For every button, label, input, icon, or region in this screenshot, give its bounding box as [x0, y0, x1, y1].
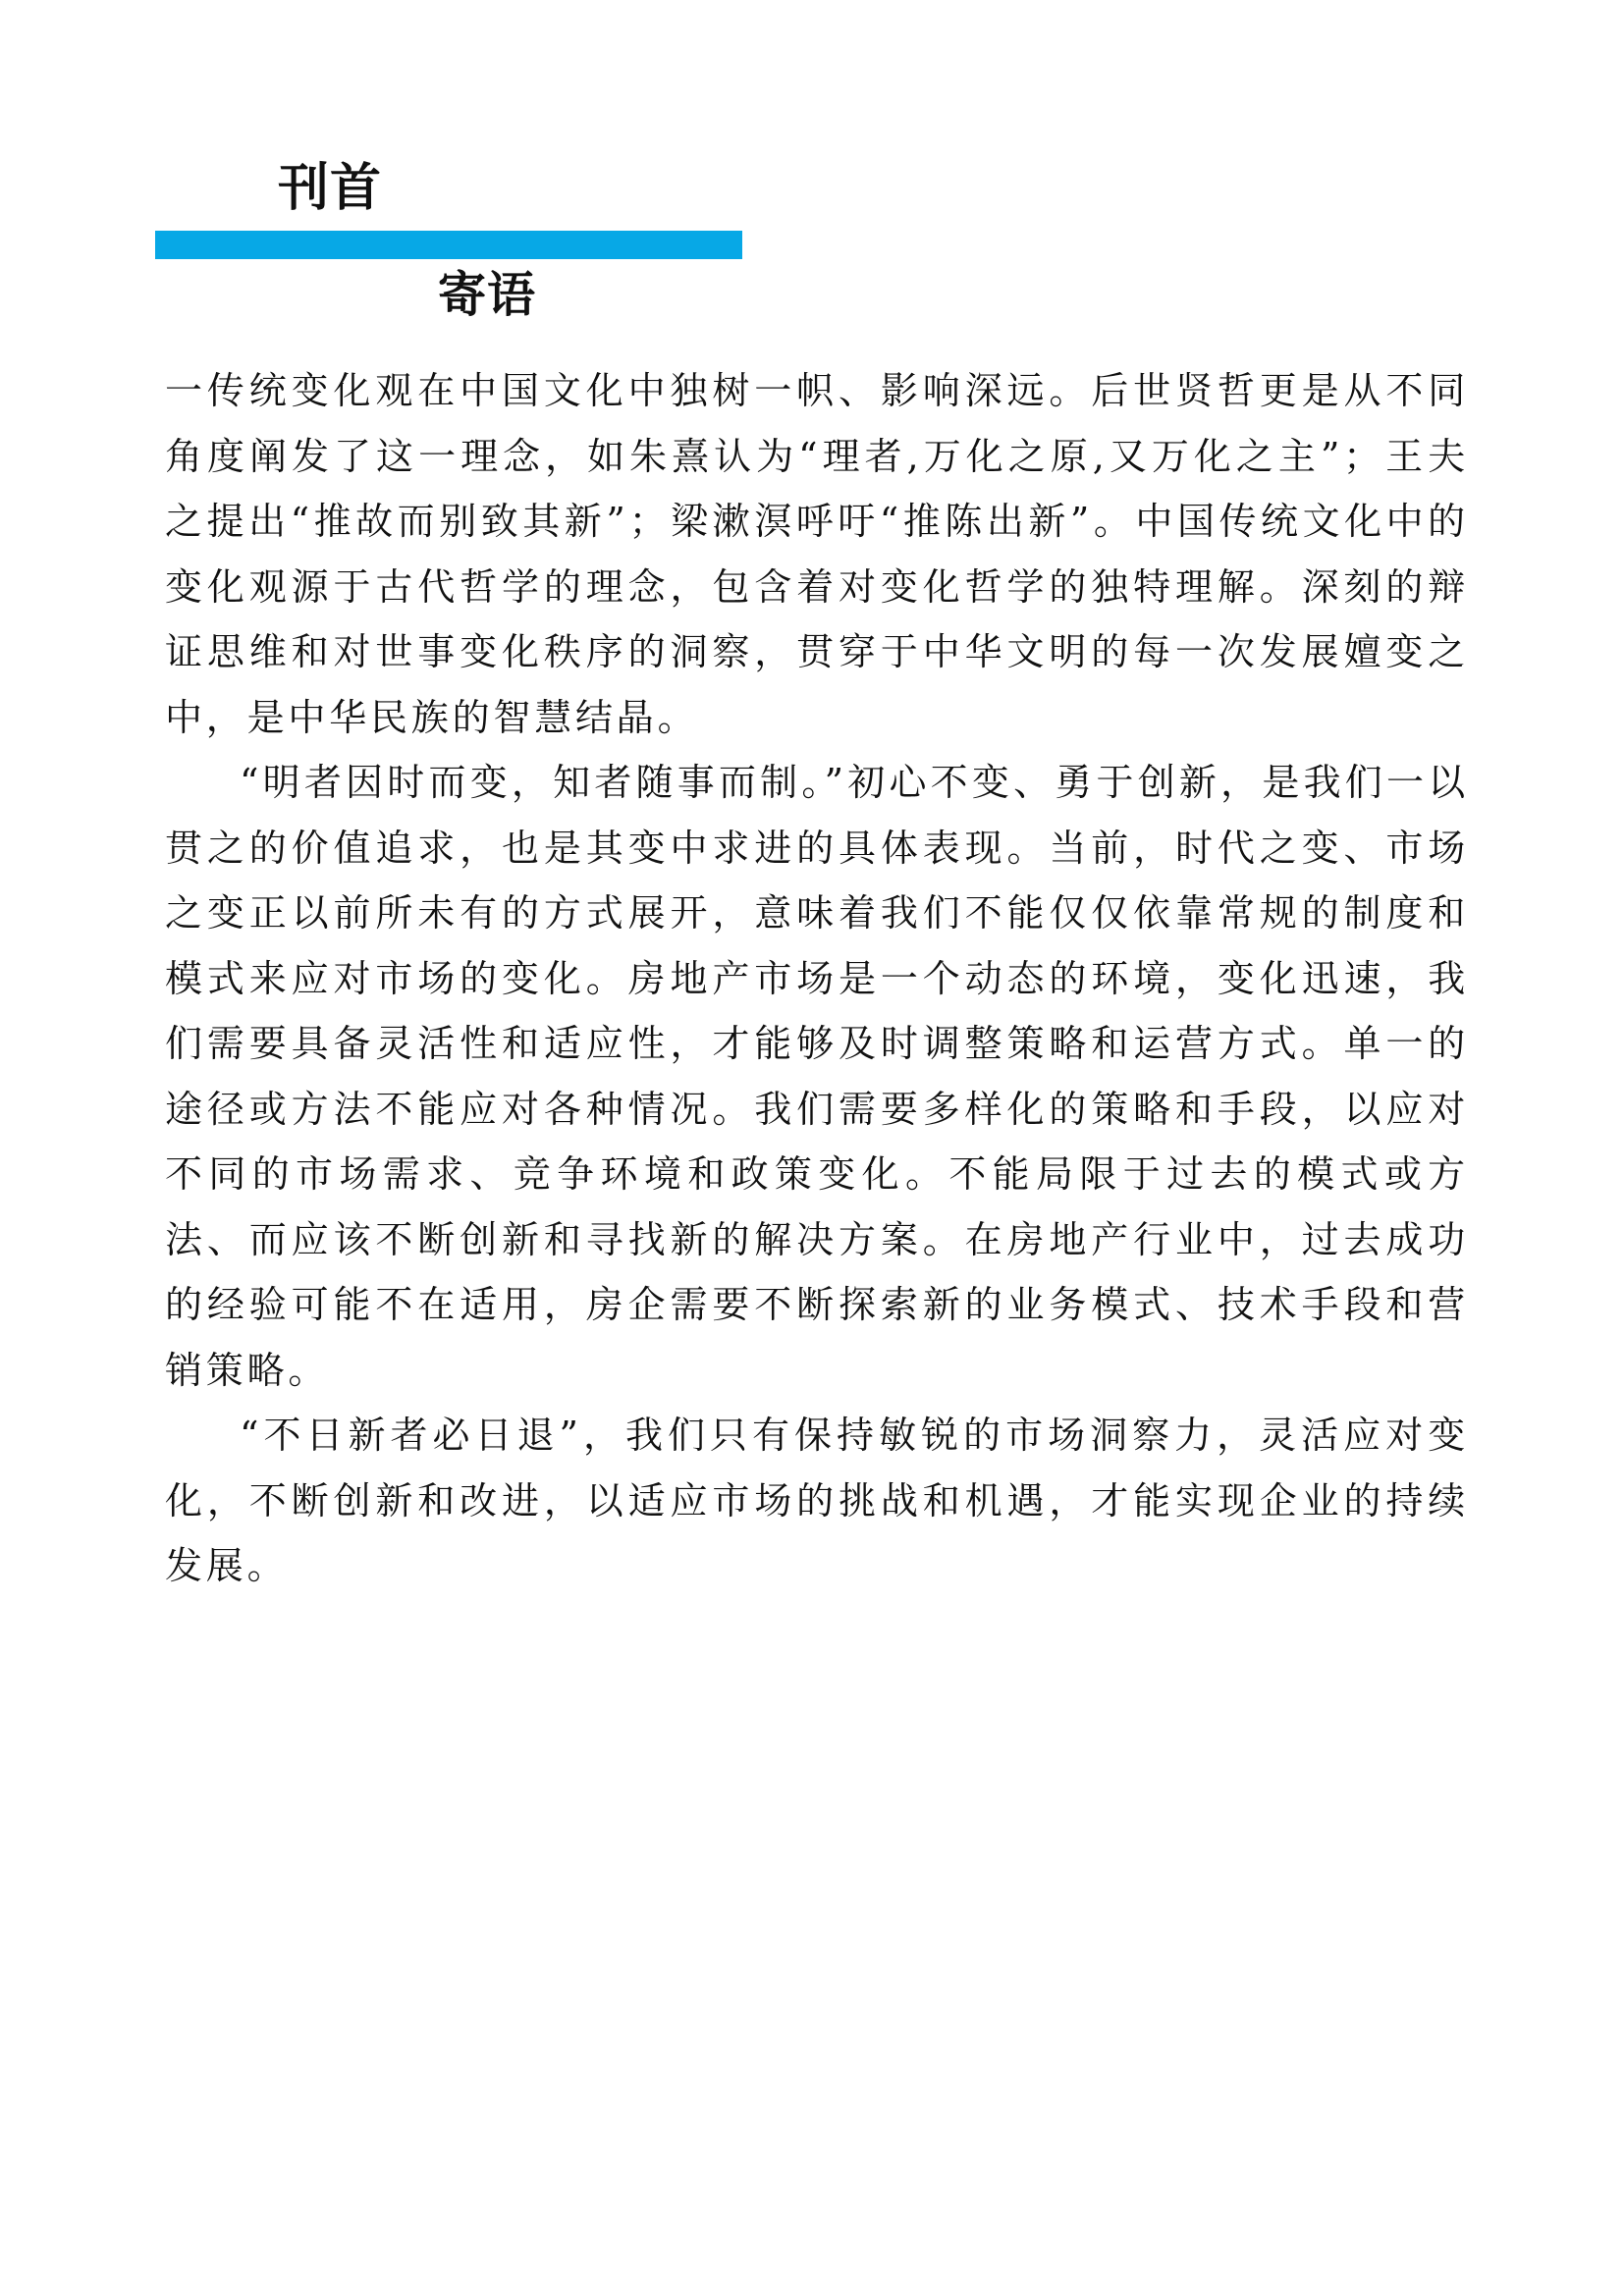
- article-paragraph-2: “明者因时而变，知者随事而制。”初心不变、勇于创新，是我们一以贯之的价值追求，也是其变中求进的具体表现。当前，时代之变、市场之变正以前所未有的方式展开，意味着我们不能仅仅依靠常规的制度和模式来应对市场的变化。房地产市场是一个动态的环境，变化迅速，我们需要具备灵活性和适应性，才能够及时调整策略和运营方式。单一的途径或方法不能应对各种情况。我们需要多样化的策略和手段，以应对不同的市场需求、竞争环境和政策变化。不能局限于过去的模式或方法、而应该不断创新和寻找新的解决方案。在房地产行业中，过去成功的经验可能不在适用，房企需要不断探索新的业务模式、技术手段和营销策略。: [165, 761, 1469, 1392]
- article-paragraph-1: 一传统变化观在中国文化中独树一帜、影响深远。后世贤哲更是从不同角度阐发了这一理念，如朱熹认为“理者,万化之原,又万化之主”；王夫之提出“推故而别致其新”；梁漱溟呼吁“推陈出新”。中国传统文化中的变化观源于古代哲学的理念，包含着对变化哲学的独特理解。深刻的辩证思维和对世事变化秩序的洞察，贯穿于中华文明的每一次发展嬗变之中，是中华民族的智慧结晶。: [165, 369, 1469, 739]
- article-paragraph-3: “不日新者必日退”，我们只有保持敏锐的市场洞察力，灵活应对变化，不断创新和改进，以适应市场的挑战和机遇，才能实现企业的持续发展。: [165, 1414, 1469, 1587]
- column-title-line2: 寄语: [438, 267, 537, 323]
- article-body: [165, 358, 1469, 1599]
- title-accent-bar: [155, 231, 742, 259]
- column-title-line1: 刊首: [278, 159, 383, 218]
